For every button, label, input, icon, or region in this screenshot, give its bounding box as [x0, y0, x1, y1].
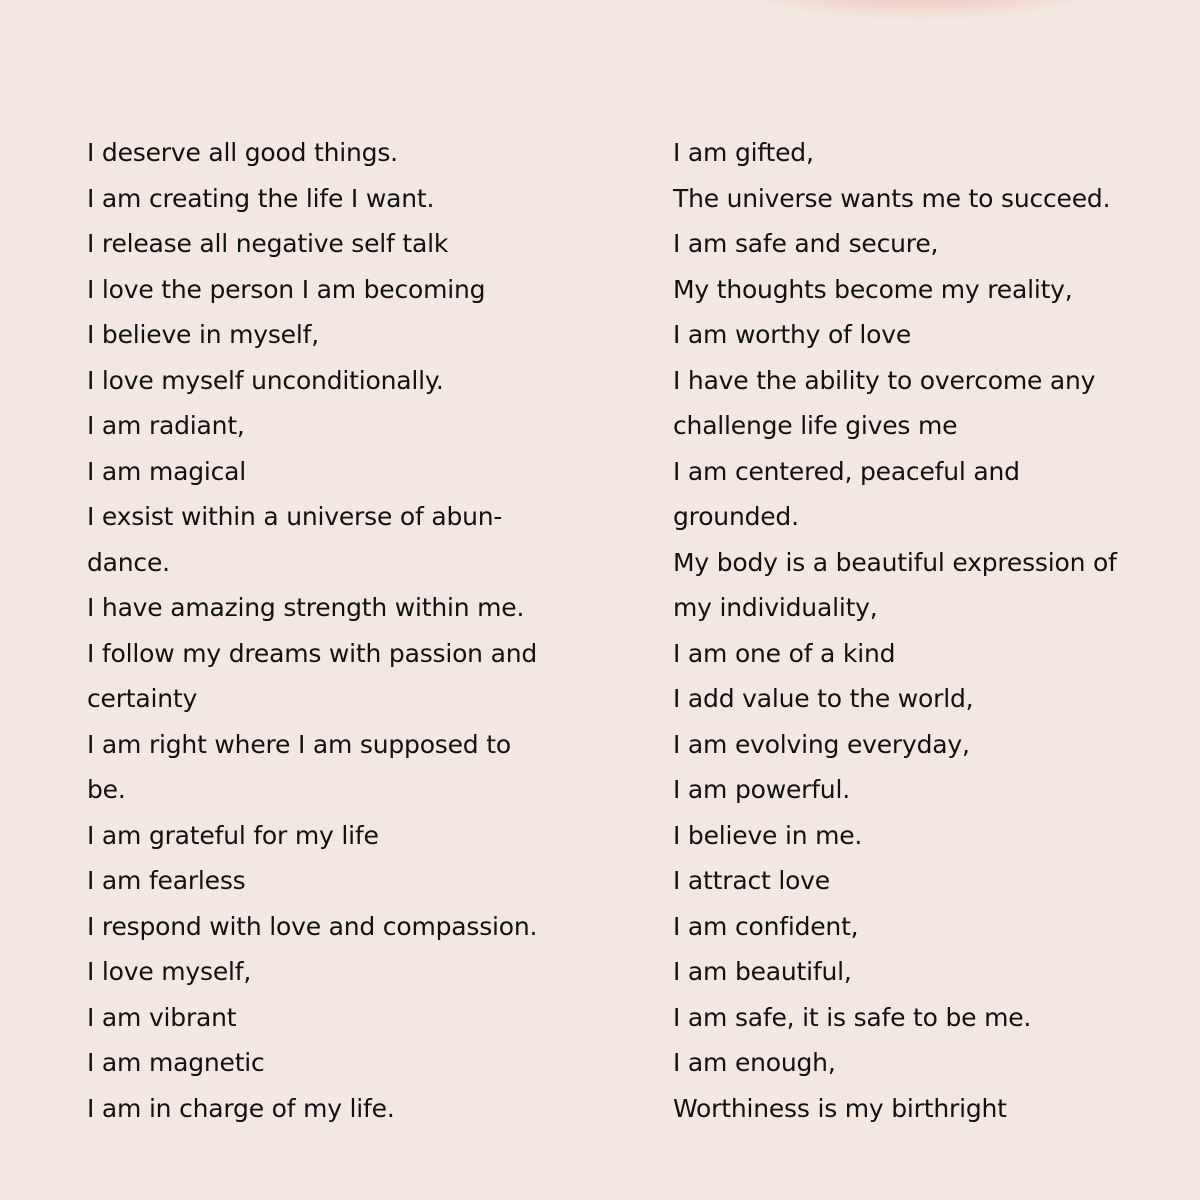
affirmation-line: I attract love	[673, 866, 830, 895]
affirmation-line: My thoughts become my reality,	[673, 274, 1073, 304]
affirmation-line: I am centered, peaceful and	[673, 456, 1020, 486]
affirmation-line: I am magnetic	[87, 1048, 265, 1077]
affirmation-line: grounded.	[673, 502, 799, 531]
affirmation-line: I am powerful.	[673, 775, 850, 804]
affirmation-line: I am evolving everyday,	[673, 729, 970, 759]
affirmation-line: I believe in myself,	[87, 320, 319, 349]
affirmation-line: I am radiant,	[87, 411, 245, 440]
affirmation-line: I love myself unconditionally.	[87, 365, 444, 395]
affirmation-line: The universe wants me to succeed.	[673, 183, 1111, 213]
affirmation-line: challenge life gives me	[673, 411, 958, 440]
affirmation-line: I am creating the life I want.	[87, 183, 435, 213]
affirmation-line: I am one of a kind	[673, 638, 896, 668]
affirmation-line: I believe in me.	[673, 820, 863, 850]
affirmation-line: I love myself,	[87, 957, 252, 986]
affirmation-line: dance.	[87, 547, 170, 577]
affirmation-line: I exsist within a universe of abun-	[87, 502, 503, 531]
affirmation-line: I love the person I am becoming	[87, 274, 486, 304]
affirmation-line: I am beautiful,	[673, 957, 852, 986]
affirmation-line: I am grateful for my life	[87, 820, 379, 850]
affirmation-line: I am confident,	[673, 911, 859, 941]
affirmations-left-column	[87, 130, 647, 1131]
affirmation-line: I am gifted,	[673, 138, 814, 167]
affirmation-line: I deserve all good things.	[87, 138, 398, 167]
affirmation-line: Worthiness is my birthright	[673, 1093, 1007, 1123]
affirmation-line: I am worthy of love	[673, 320, 912, 349]
affirmations-right-column	[673, 130, 1193, 1131]
affirmation-line: My body is a beautiful expression of	[673, 547, 1117, 577]
affirmation-line: I follow my dreams with passion and	[87, 638, 538, 668]
affirmation-line: I am enough,	[673, 1048, 836, 1077]
affirmation-line: I release all negative self talk	[87, 229, 449, 258]
affirmation-line: I am safe, it is safe to be me.	[673, 1002, 1032, 1032]
affirmation-line: I am in charge of my life.	[87, 1093, 395, 1123]
affirmation-line: I am safe and secure,	[673, 229, 939, 258]
decorative-pink-glow	[730, 0, 1110, 20]
affirmation-line: I am vibrant	[87, 1002, 237, 1032]
affirmation-line: I have amazing strength within me.	[87, 593, 525, 622]
affirmation-line: I am fearless	[87, 866, 246, 895]
affirmation-line: I have the ability to overcome any	[673, 365, 1096, 395]
affirmation-line: I add value to the world,	[673, 684, 974, 713]
affirmation-line: I respond with love and compassion.	[87, 911, 538, 941]
affirmation-line: be.	[87, 775, 126, 804]
affirmation-line: my individuality,	[673, 593, 878, 622]
affirmation-line: I am magical	[87, 456, 247, 486]
affirmation-line: I am right where I am supposed to	[87, 729, 511, 759]
affirmation-line: certainty	[87, 684, 198, 713]
